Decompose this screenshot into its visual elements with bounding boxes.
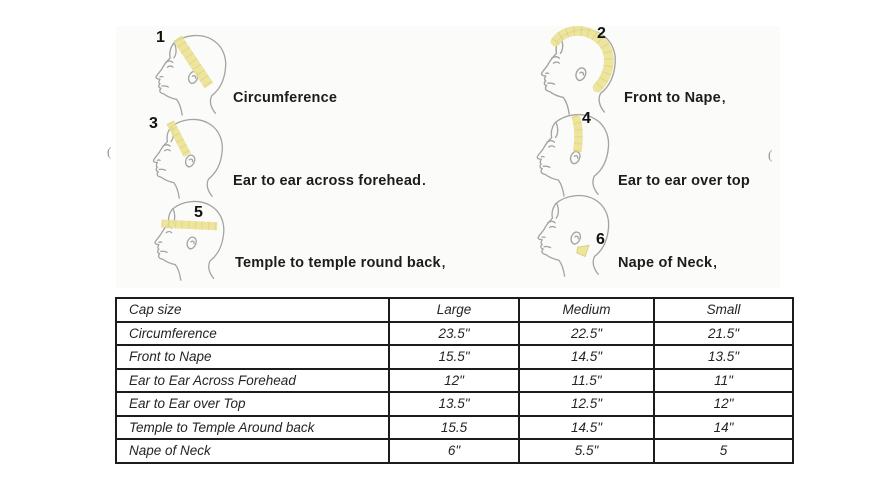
- header-cap-size: Cap size: [116, 298, 389, 322]
- value-large: 15.5": [389, 345, 519, 369]
- table-row-ear-to-ear-forehead: [116, 369, 793, 393]
- head-diagram-nape-of-neck: [524, 192, 622, 278]
- label-text: Nape of Neck: [618, 255, 713, 271]
- table-row-nape-of-neck: [116, 439, 793, 463]
- diagram-number: 1: [156, 29, 165, 46]
- label-text: Ear to ear across forehead: [233, 173, 422, 189]
- row-label: Nape of Neck: [116, 439, 389, 463]
- photo-artifact-mark-right: (: [768, 147, 773, 162]
- label-text: Ear to ear over top: [618, 173, 750, 189]
- label-text: Circumference: [233, 90, 338, 106]
- label-mark: ,: [713, 255, 718, 270]
- diagram-number: 6: [596, 231, 605, 248]
- value-small: 11": [654, 369, 793, 393]
- header-small: Small: [654, 298, 793, 322]
- value-large: 15.5: [389, 416, 519, 440]
- value-medium: 5.5": [519, 439, 654, 463]
- row-label: Ear to Ear over Top: [116, 392, 389, 416]
- diagram-label-ear-to-ear-forehead: [233, 174, 426, 190]
- diagram-number: 3: [149, 115, 158, 132]
- value-medium: 14.5": [519, 416, 654, 440]
- value-small: 14": [654, 416, 793, 440]
- label-text: Temple to temple round back: [235, 255, 441, 271]
- diagram-label-nape-of-neck: [618, 256, 717, 272]
- value-large: 13.5": [389, 392, 519, 416]
- row-label: Front to Nape: [116, 345, 389, 369]
- label-mark: .: [422, 173, 426, 188]
- diagram-number: 5: [194, 204, 203, 221]
- label-mark: ,: [441, 255, 446, 270]
- photo-artifact-mark-left: (: [107, 144, 112, 159]
- table-row-circumference: [116, 322, 793, 346]
- header-medium: Medium: [519, 298, 654, 322]
- value-large: 6": [389, 439, 519, 463]
- head-diagram-ear-to-ear-over-top: [524, 111, 621, 198]
- diagram-number: 2: [597, 25, 606, 42]
- value-small: 13.5": [654, 345, 793, 369]
- value-small: 12": [654, 392, 793, 416]
- value-small: 21.5": [654, 322, 793, 346]
- value-large: 23.5": [389, 322, 519, 346]
- value-medium: 22.5": [519, 322, 654, 346]
- head-diagram-temple-to-temple: [140, 198, 238, 282]
- row-label: Temple to Temple Around back: [116, 416, 389, 440]
- label-mark: ,: [721, 90, 726, 105]
- table-header-row: [116, 298, 793, 322]
- diagram-label-temple-to-temple: [235, 256, 446, 272]
- head-diagram-front-to-nape: [528, 26, 628, 116]
- value-medium: 12.5": [519, 392, 654, 416]
- table-row-ear-to-ear-over-top: [116, 392, 793, 416]
- diagram-number: 4: [582, 110, 591, 127]
- table-row-temple-to-temple: [116, 416, 793, 440]
- value-medium: 11.5": [519, 369, 654, 393]
- value-medium: 14.5": [519, 345, 654, 369]
- value-large: 12": [389, 369, 519, 393]
- header-large: Large: [389, 298, 519, 322]
- diagram-label-circumference: [233, 91, 338, 107]
- diagram-label-ear-to-ear-over-top: [618, 174, 751, 190]
- cap-size-table: [115, 297, 794, 464]
- label-text: Front to Nape: [624, 90, 721, 106]
- row-label: Ear to Ear Across Forehead: [116, 369, 389, 393]
- value-small: 5: [654, 439, 793, 463]
- row-label: Circumference: [116, 322, 389, 346]
- diagram-label-front-to-nape: [624, 91, 726, 107]
- table-row-front-to-nape: [116, 345, 793, 369]
